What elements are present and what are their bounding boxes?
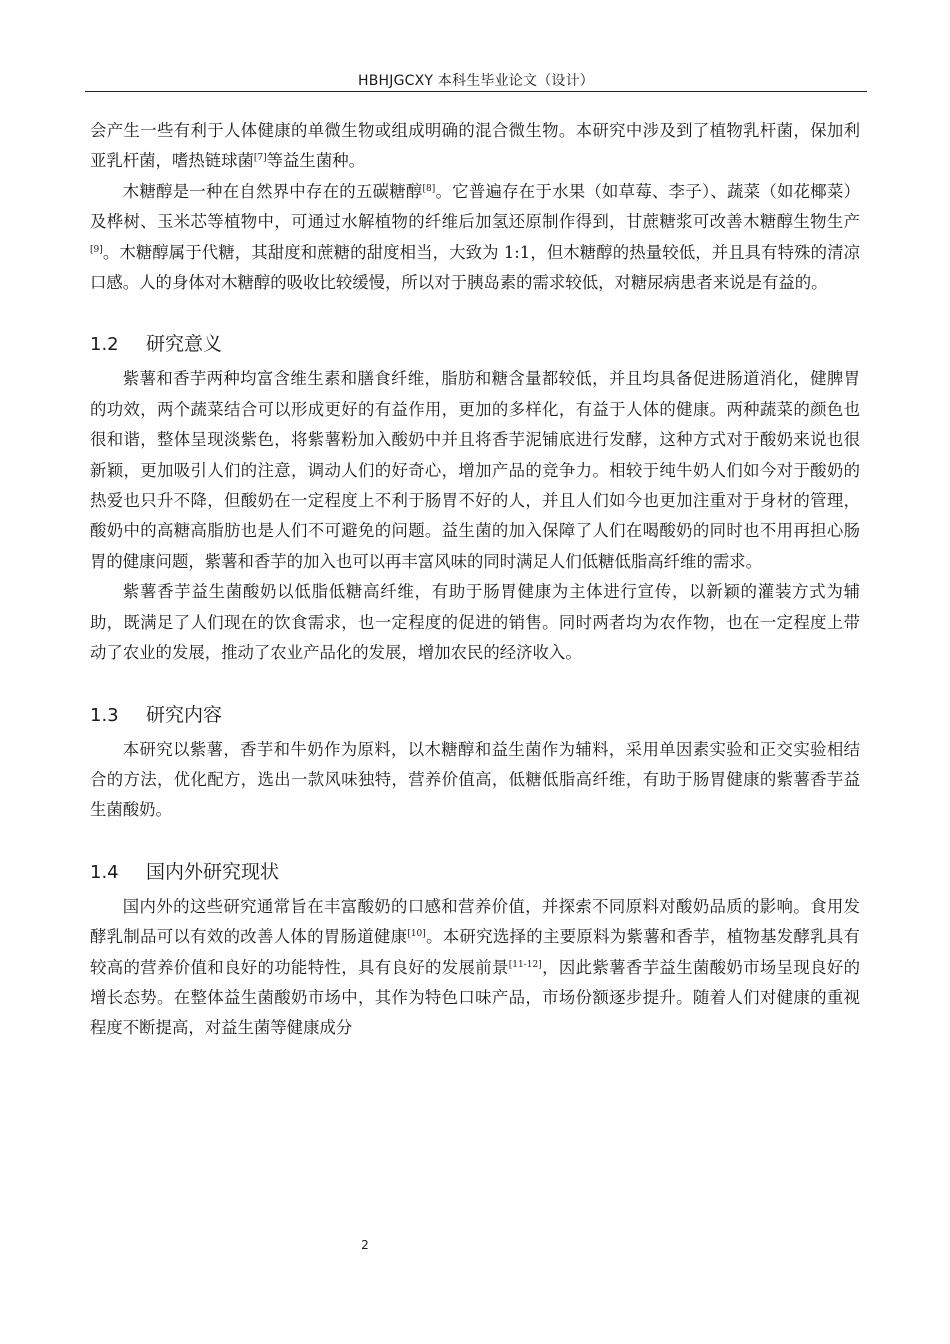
citation-10: [10]	[407, 929, 426, 940]
paragraph-significance: 紫薯和香芋两种均富含维生素和膳食纤维，脂肪和糖含量都较低，并且均具备促进肠道消化，健脾胃的功效，两个蔬菜结合可以形成更好的有益作用，更加的多样化，有益于人体的健康。两种蔬菜的颜色也很和谐，整体呈现淡紫色，将紫薯粉加入酸奶中并且将香芋泥铺底进行发酵，这种方式对于酸奶来说也很新颖，更加吸引人们的注意，调动人们的好奇心，增加产品的竞争力。相较于纯牛奶人们如今对于酸奶的热爱也只升不降，但酸奶在一定程度上不利于肠胃不好的人，并且人们如今也更加注重对于身材的管理，酸奶中的高糖高脂肪也是人们不可避免的问题。益生菌的加入保障了人们在喝酸奶的同时也不用再担心肠胃的健康问题，紫薯和香芋的加入也可以再丰富风味的同时满足人们低糖低脂高纤维的需求。	[90, 369, 860, 571]
paragraph-research-status: 国内外的这些研究通常旨在丰富酸奶的口感和营养价值，并探索不同原料对酸奶品质的影响。食用发酵乳制品可以有效的改善人体的胃肠道健康[10]。本研究选择的主要原料为紫薯和香芋，植物基发酵乳具有较高的营养价值和良好的功能特性，具有良好的发展前景[11-12]，因此紫薯香芋益生菌酸奶市场呈现良好的增长态势。在整体益生菌酸奶市场中，其作为特色口味产品，市场份额逐步提升。随着人们对健康的重视程度不断提高，对益生菌等健康成分	[90, 896, 861, 1038]
citation-11-12: [11-12]	[508, 959, 542, 970]
paragraph-promotion: 紫薯香芋益生菌酸奶以低脂低糖高纤维，有助于肠胃健康为主体进行宣传，以新颖的灌装方式为辅助，既满足了人们现在的饮食需求，也一定程度的促进的销售。同时两者均为农作物，也在一定程度上带动了农业的发展，推动了农业产品化的发展，增加农民的经济收入。	[90, 582, 860, 663]
page-number: 2	[361, 1238, 369, 1252]
section-heading-1-3: 1.3 研究内容	[90, 703, 223, 726]
document-body	[90, 116, 860, 1044]
running-header: HBHJGCXY 本科生毕业论文（设计）	[357, 73, 594, 89]
paragraph-probiotics: 会产生一些有利于人体健康的单微生物或组成明确的混合微生物。本研究中涉及到了植物乳杆菌，保加利亚乳杆菌，嗜热链球菌[7]等益生菌种。	[90, 121, 860, 171]
section-heading-1-2: 1.2 研究意义	[90, 333, 223, 356]
section-heading-1-4: 1.4 国内外研究现状	[90, 860, 280, 883]
citation-9: [9]	[90, 244, 103, 255]
citation-7: [7]	[253, 153, 267, 164]
paragraph-research-content: 本研究以紫薯，香芋和牛奶作为原料，以木糖醇和益生菌作为辅料，采用单因素实验和正交实验相结合的方法，优化配方，选出一款风味独特，营养价值高，低糖低脂高纤维，有助于肠胃健康的紫薯香芋益生菌酸奶。	[90, 739, 860, 820]
header-rule	[85, 91, 867, 92]
paragraph-xylitol: 木糖醇是一种在自然界中存在的五碳糖醇[8]。它普遍存在于水果（如草莓、李子）、蔬菜（如花椰菜）及桦树、玉米芯等植物中，可通过水解植物的纤维后加氢还原制作得到，甘蔗糖浆可改善木糖醇生物生产[9]。木糖醇属于代糖，其甜度和蔗糖的甜度相当，大致为 1:1，但木糖醇的热量较低，并且具有特殊的清凉口感。人的身体对木糖醇的吸收比较缓慢，所以对于胰岛素的需求较低，对糖尿病患者来说是有益的。	[90, 181, 860, 293]
citation-8: [8]	[422, 183, 436, 194]
